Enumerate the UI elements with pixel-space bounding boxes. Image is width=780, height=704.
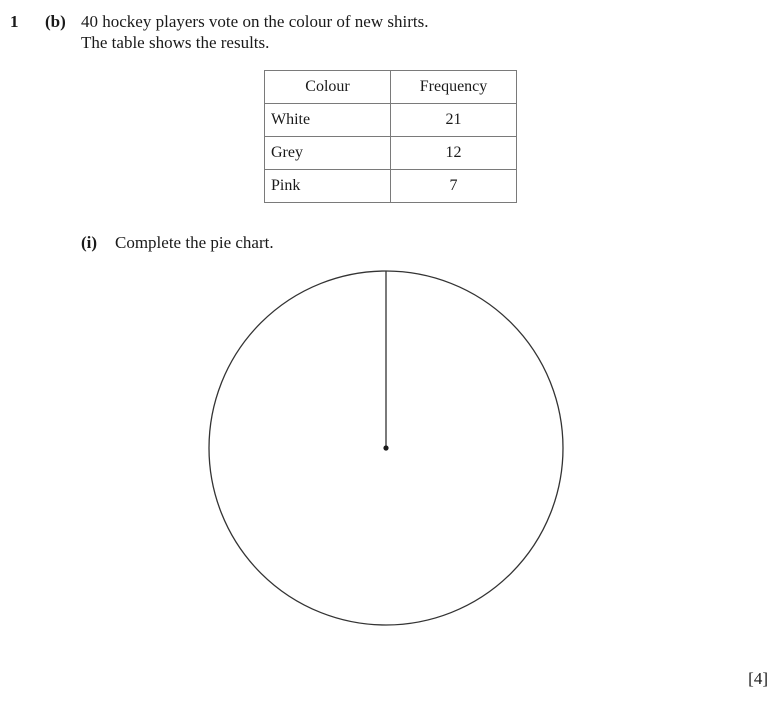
pie-centre-dot (383, 445, 388, 450)
subpart-instruction: Complete the pie chart. (115, 233, 274, 252)
header-frequency: Frequency (391, 71, 517, 104)
cell-colour: Grey (265, 137, 391, 170)
question-part-label: (b) (45, 12, 66, 31)
marks-allocation: [4] (748, 669, 768, 688)
header-colour: Colour (265, 71, 391, 104)
cell-colour: White (265, 104, 391, 137)
question-stem-line-1: 40 hockey players vote on the colour of new shirts. (81, 12, 429, 31)
question-number: 1 (10, 12, 19, 31)
cell-frequency: 7 (391, 170, 517, 203)
question-stem-line-2: The table shows the results. (81, 33, 270, 52)
cell-frequency: 21 (391, 104, 517, 137)
cell-colour: Pink (265, 170, 391, 203)
cell-frequency: 12 (391, 137, 517, 170)
subpart-label: (i) (81, 233, 98, 252)
